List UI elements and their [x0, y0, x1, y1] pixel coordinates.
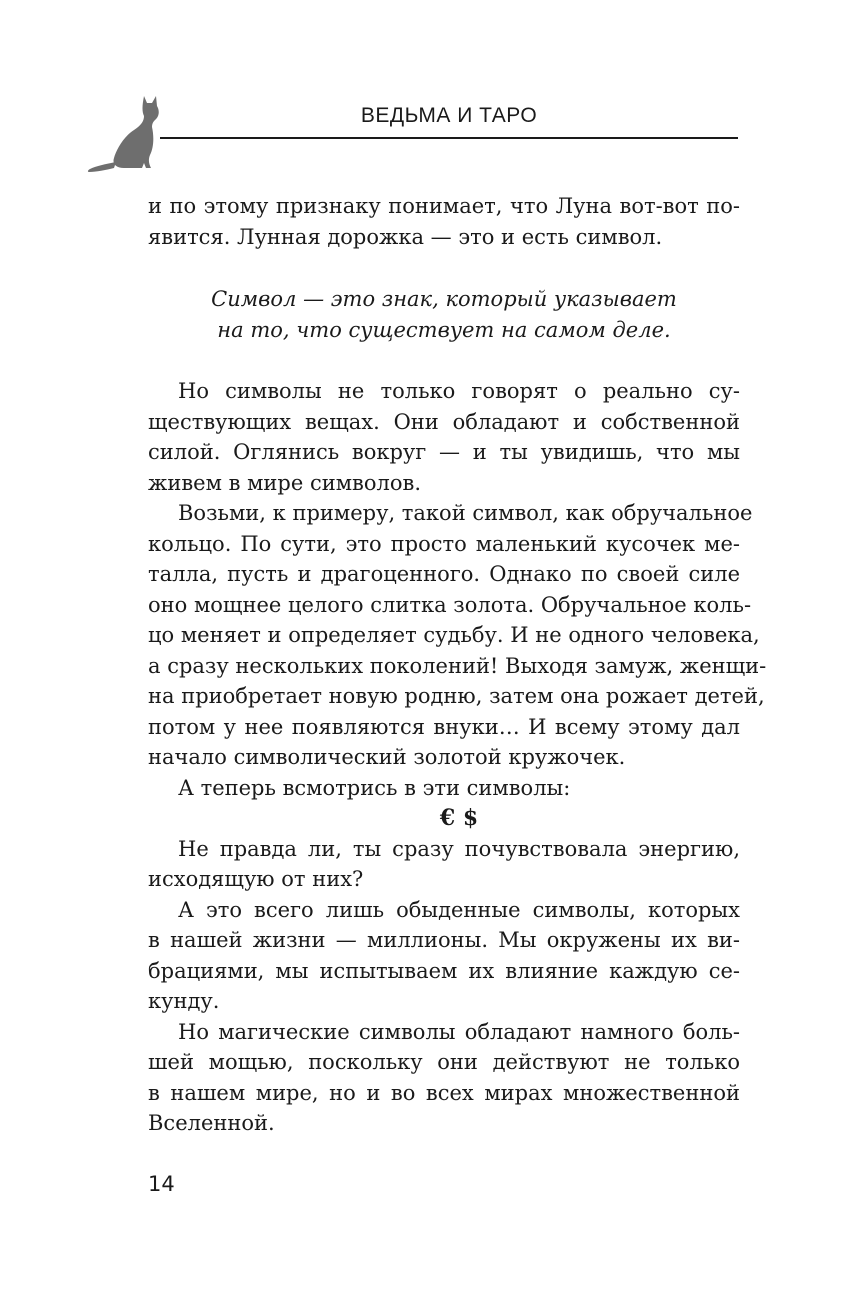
text-line: Но магические символы обладают намного боль-	[178, 1019, 740, 1044]
paragraph-5	[148, 895, 740, 1017]
text-line: силой. Оглянись вокруг — и ты увидишь, что мы	[148, 440, 740, 464]
text-line: А теперь всмотрись в эти символы:	[178, 775, 571, 800]
header-rule	[160, 137, 738, 139]
paragraph-3	[148, 773, 740, 804]
text-line: Не правда ли, ты сразу почувствовала энергию,	[178, 836, 740, 861]
page-number: 14	[148, 1172, 175, 1196]
currency-symbols: € $	[439, 805, 479, 831]
intro-paragraph	[148, 191, 740, 252]
text-line: А это всего лишь обыденные символы, которых	[178, 897, 740, 922]
paragraph-2	[148, 498, 767, 773]
text-line: исходящую от них?	[148, 867, 364, 891]
text-line: и по этому признаку понимает, что Луна вот-вот по-	[148, 194, 740, 218]
text-line: брациями, мы испытываем их влияние каждую се-	[148, 958, 740, 983]
quote-line: на то, что существует на самом деле.	[217, 318, 671, 342]
text-line: цо меняет и определяет судьбу. И не одного человека,	[148, 623, 760, 647]
paragraph-6	[148, 1017, 740, 1139]
paragraph-1	[148, 376, 740, 498]
text-line: в нашей жизни — миллионы. Мы окружены их ви-	[148, 928, 740, 952]
running-title: ВЕДЬМА И ТАРО	[360, 104, 538, 127]
text-line: начало символический золотой кружочек.	[148, 745, 626, 769]
text-line: Но символы не только говорят о реально су-	[178, 379, 740, 403]
text-line: Возьми, к примеру, такой символ, как обручальное	[178, 501, 753, 525]
text-line: кольцо. По сути, это просто маленький кусочек ме-	[148, 531, 740, 556]
text-line: потом у нее появляются внуки… И всему этому дал	[148, 714, 740, 739]
definition-quote	[148, 284, 740, 346]
text-line: шей мощью, поскольку они действуют не только	[148, 1050, 740, 1074]
quote-line: Символ — это знак, который указывает	[211, 287, 677, 311]
text-line: кунду.	[148, 989, 220, 1013]
text-line: оно мощнее целого слитка золота. Обручальное коль-	[148, 592, 752, 617]
text-line: явится. Лунная дорожка — это и есть символ.	[148, 224, 663, 249]
text-line: ществующих вещах. Они обладают и собственной	[148, 409, 740, 434]
text-line: в нашем мире, но и во всех мирах множественной	[148, 1080, 740, 1105]
main-text	[148, 376, 767, 1139]
text-line: живем в мире символов.	[148, 470, 421, 495]
text-line: талла, пусть и драгоценного. Однако по своей силе	[148, 562, 740, 586]
cat-silhouette-icon	[84, 92, 166, 174]
text-line: Вселенной.	[148, 1111, 275, 1135]
paragraph-4	[148, 834, 740, 895]
text-line: а сразу нескольких поколений! Выходя замуж, женщи-	[148, 653, 767, 678]
text-line: на приобретает новую родню, затем она рожает детей,	[148, 684, 765, 708]
